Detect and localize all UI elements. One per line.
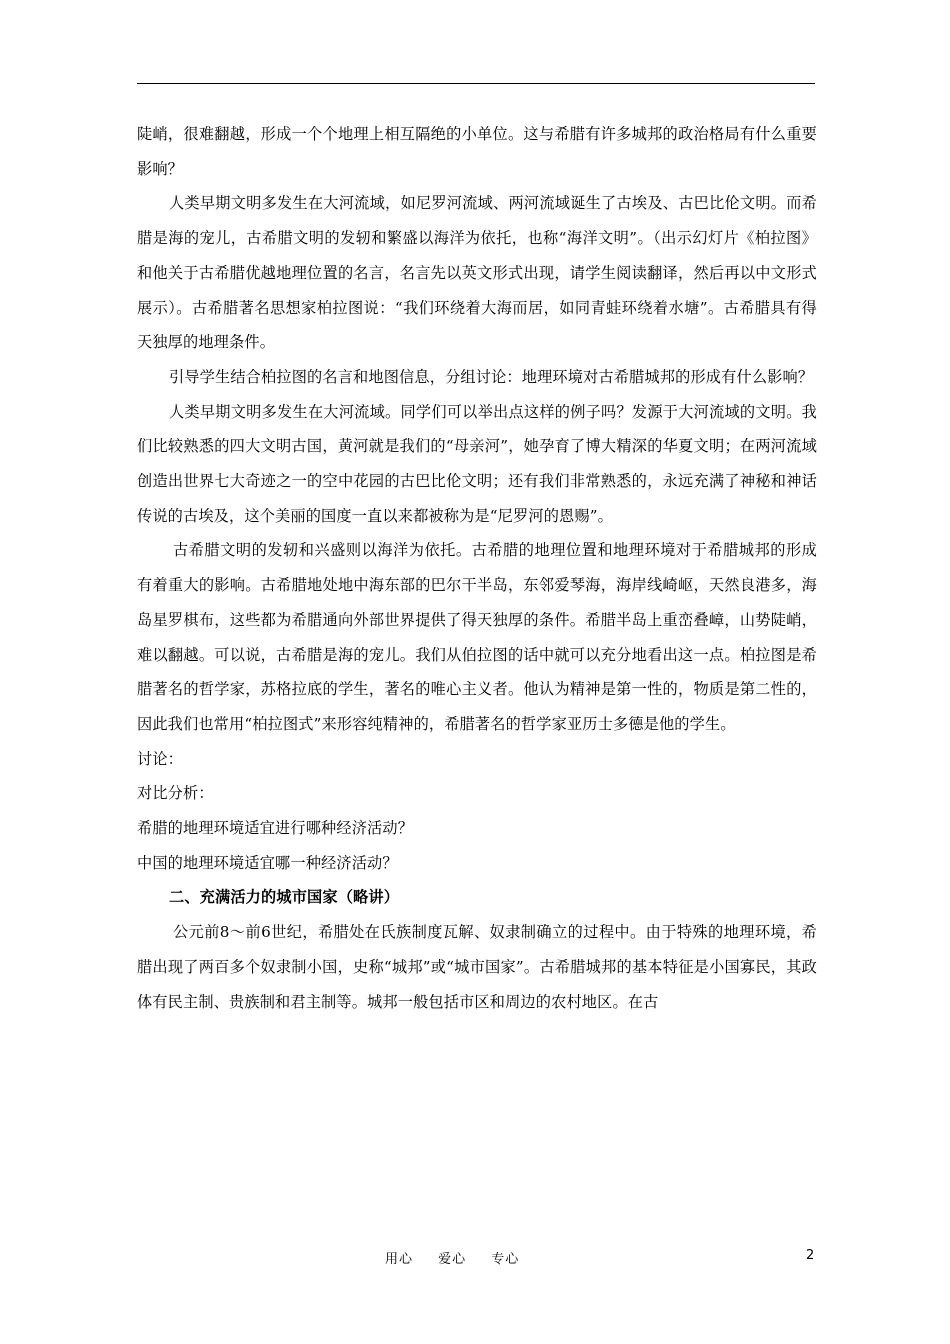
question-greece: 希腊的地理环境适宜进行哪种经济活动？ <box>137 819 414 838</box>
document-body <box>137 117 817 1019</box>
footer-motto: 用心 爱心 专心 <box>385 1252 520 1267</box>
discussion-label: 讨论： <box>137 749 184 768</box>
paragraph-2: 人类早期文明多发生在大河流域，如尼罗河流域、两河流域诞生了古埃及、古巴比伦文明。而希腊是海的宠儿，古希腊文明的发轫和繁盛以海洋为依托，也称“海洋文明”。（出示幻灯片《柏拉图》和他关于古希腊优越地理位置的名言，名言先以英文形式出现，请学生阅读翻译，然后再以中文形式展示）。古希腊著名思想家柏拉图说：“我们环绕着大海而居，如同青蛙环绕着水塘”。古希腊具有得天独厚的地理条件。 <box>137 194 817 352</box>
comparison-label: 对比分析： <box>137 784 214 803</box>
paragraph-5: 古希腊文明的发轫和兴盛则以海洋为依托。古希腊的地理位置和地理环境对于希腊城邦的形成有着重大的影响。古希腊地处地中海东部的巴尔干半岛，东邻爱琴海，海岸线崎岖，天然良港多，海岛星罗棋布，这些都为希腊通向外部世界提供了得天独厚的条件。希腊半岛上重峦叠嶂，山势陡峭，难以翻越。可以说，古希腊是海的宠儿。我们从伯拉图的话中就可以充分地看出这一点。柏拉图是希腊著名的哲学家，苏格拉底的学生，著名的唯心主义者。他认为精神是第一性的，物质是第二性的，因此我们也常用“柏拉图式”来形容纯精神的，希腊著名的哲学家亚历士多德是他的学生。 <box>137 541 817 733</box>
section-heading: 二、充满活力的城市国家（略讲） <box>169 888 400 907</box>
paragraph-4: 人类早期文明多发生在大河流域。同学们可以举出点这样的例子吗？发源于大河流域的文明。我们比较熟悉的四大文明古国，黄河就是我们的“母亲河”，她孕育了博大精深的华夏文明；在两河流域创造出世界七大奇迹之一的空中花园的古巴比伦文明；还有我们非常熟悉的，永远充满了神秘和神话传说的古埃及，这个美丽的国度一直以来都被称为是“尼罗河的恩赐”。 <box>137 402 817 525</box>
question-china: 中国的地理环境适宜哪一种经济活动？ <box>137 853 398 872</box>
paragraph-1: 陡峭，很难翻越，形成一个个地理上相互隔绝的小单位。这与希腊有许多城邦的政治格局有什么重要影响？ <box>137 125 817 178</box>
paragraph-3: 引导学生结合柏拉图的名言和地图信息，分组讨论：地理环境对古希腊城邦的形成有什么影响？ <box>169 367 814 386</box>
header-rule <box>137 83 815 84</box>
paragraph-6: 公元前8～前6世纪，希腊处在氏族制度瓦解、奴隶制确立的过程中。由于特殊的地理环境，希腊出现了两百多个奴隶制小国，史称“城邦”或“城市国家”。古希腊城邦的基本特征是小国寡民，其政体有民主制、贵族制和君主制等。城邦一般包括市区和周边的农村地区。在古 <box>137 923 817 1011</box>
page-number: 2 <box>806 1248 815 1263</box>
